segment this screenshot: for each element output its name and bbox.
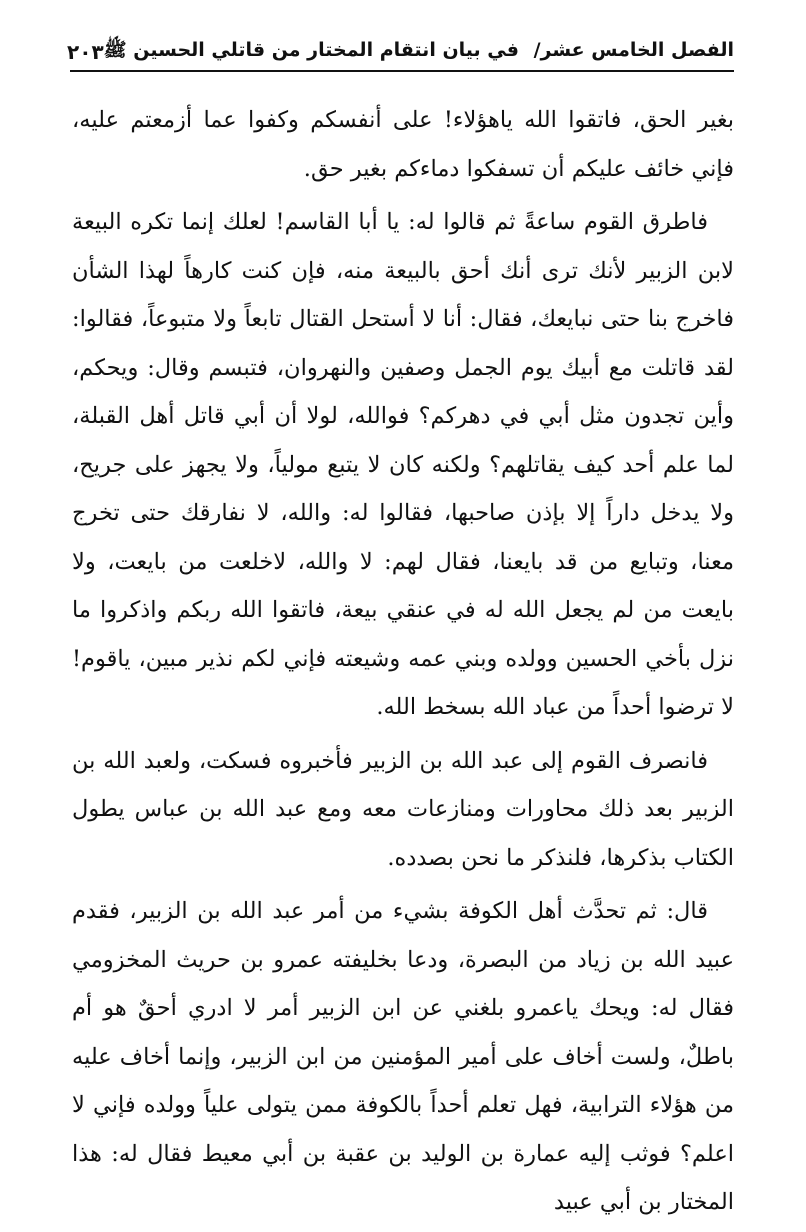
paragraph: بغير الحق، فاتقوا الله ياهؤلاء! على أنفسكم وكفوا عما أزمعتم عليه، فإني خائف عليكم أن تسفكوا دماءكم بغير حق.	[72, 107, 734, 182]
paragraph: قال: ثم تحدَّث أهل الكوفة بشيء من أمر عبد الله بن الزبير، فقدم عبيد الله بن زياد من البصرة، ودعا بخليفته عمرو بن حريث المخزومي فقال له: ويحك ياعمرو بلغني عن ابن الزبير أمر لا ادري أحقٌ هو أم باطلٌ، ولست أخاف على أمير المؤمنين من ابن الزبير، وإنما أخاف عليه من هؤلاء الترابية، فهل تعلم أحداً بالكوفة ممن يتولى علياً وولده فإني لا اعلم؟ فوثب إليه عمارة بن الوليد بن عقبة بن أبي معيط فقال له: هذا المختار بن أبي عبيد	[72, 898, 734, 1215]
page-body	[72, 96, 734, 1232]
chapter-label: الفصل الخامس عشر/	[533, 39, 734, 62]
header-title	[104, 37, 734, 70]
honorific-glyph: ﷺ	[103, 39, 127, 62]
paragraph: فاطرق القوم ساعةً ثم قالوا له: يا أبا القاسم! لعلك إنما تكره البيعة لابن الزبير لأنك ترى أنك أحق بالبيعة منه، فإن كنت كارهاً لهذا الشأن فاخرج بنا حتى نبايعك، فقال: أنا لا أستحل القتال تابعاً ولا متبوعاً، فقالوا: لقد قاتلت مع أبيك يوم الجمل وصفين والنهروان، فتبسم وقال: ويحكم، وأين تجدون مثل أبي في دهركم؟ فوالله، لولا أن أبي قاتل أهل القبلة، لما علم أحد كيف يقاتلهم؟ ولكنه كان لا يتبع مولياً، ولا يجهز على جريح، ولا يدخل داراً إلا بإذن صاحبها، فقالوا له: والله، لا نفارقك حتى تخرج معنا، وتبايع من قد بايعنا، فقال لهم: لا والله، لاخلعت من بايعت، ولا بايعت من لم يجعل الله له في عنقي بيعة، فاتقوا الله ربكم واذكروا ما نزل بأخي الحسين وولده وبني عمه وشيعته فإني لكم نذير مبين، ياقوم! لا ترضوا أحداً من عباد الله بسخط الله.	[72, 209, 734, 720]
running-header	[67, 24, 734, 72]
chapter-title: في بيان انتقام المختار من قاتلي الحسين	[133, 39, 519, 62]
page-number: ٢٠٣	[67, 40, 104, 64]
paragraph: فانصرف القوم إلى عبد الله بن الزبير فأخبروه فسكت، ولعبد الله بن الزبير بعد ذلك محاورات ومنازعات معه ومع عبد الله بن عباس يطول الكتاب بذكرها، فلنذكر ما نحن بصدده.	[72, 747, 734, 871]
